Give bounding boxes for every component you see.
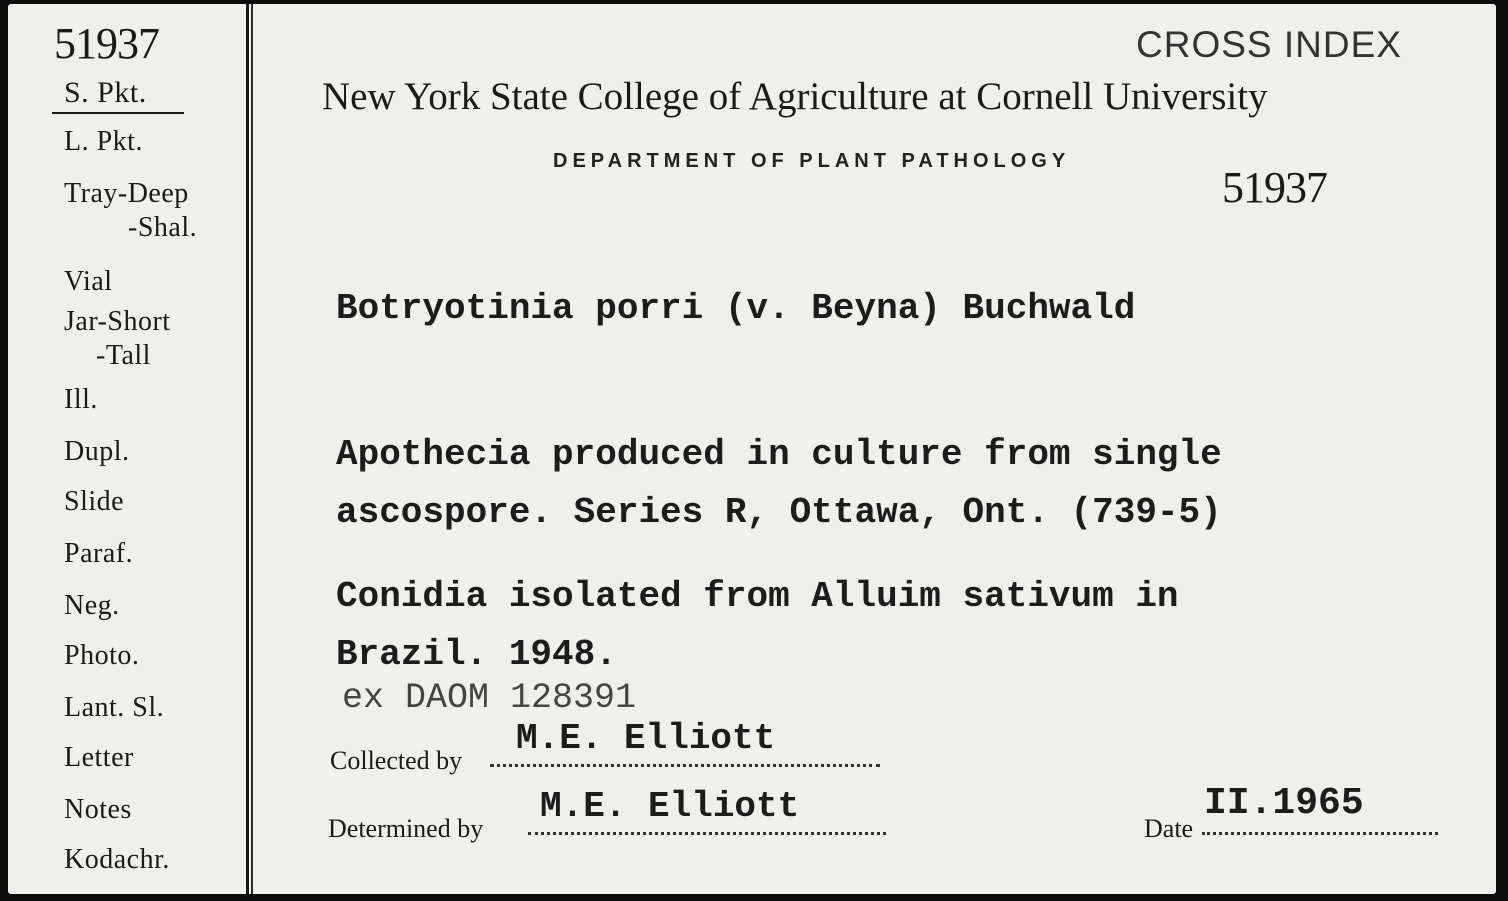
- specimen-name: Botryotinia porri (v. Beyna) Buchwald: [336, 288, 1136, 329]
- description-line-2: ascospore. Series R, Ottawa, Ont. (739-5): [336, 492, 1222, 533]
- sidebar-item-ill: Ill.: [64, 384, 98, 415]
- description-line-1: Apothecia produced in culture from single: [336, 434, 1222, 475]
- sidebar-divider-shadow: [251, 4, 253, 894]
- sidebar-item-jar-short: Jar-Short: [64, 306, 171, 337]
- accession-number: 51937: [54, 19, 159, 68]
- index-card: [8, 4, 1496, 894]
- date-value: II.1965: [1204, 782, 1364, 825]
- sidebar-item-tray-deep: Tray-Deep: [64, 178, 189, 209]
- determined-by-dotted-line: [528, 832, 886, 835]
- collected-by-dotted-line: [490, 764, 880, 767]
- sidebar-item-photo: Photo.: [64, 640, 140, 671]
- origin-line-1: Conidia isolated from Alluim sativum in: [336, 576, 1179, 617]
- date-dotted-line: [1202, 832, 1438, 835]
- sidebar-item-lant-sl: Lant. Sl.: [64, 692, 165, 723]
- date-label: Date: [1144, 814, 1194, 843]
- sidebar-item-kodachr: Kodachr.: [64, 844, 170, 875]
- sidebar-item-jar-tall: -Tall: [96, 340, 151, 371]
- cross-index-stamp: CROSS INDEX: [1136, 24, 1402, 65]
- sidebar-underline: [52, 112, 184, 114]
- sidebar-divider: [246, 4, 249, 894]
- determined-by-value: M.E. Elliott: [540, 786, 800, 827]
- sidebar-item-slide: Slide: [64, 486, 125, 517]
- sidebar-item-vial: Vial: [64, 266, 113, 297]
- source-stamp: ex DAOM 128391: [342, 678, 637, 718]
- sidebar-item-letter: Letter: [64, 742, 134, 773]
- determined-by-label: Determined by: [328, 814, 484, 843]
- sidebar-item-notes: Notes: [64, 794, 132, 825]
- accession-number-right: 51937: [1222, 163, 1327, 212]
- sidebar-item-tray-shal: -Shal.: [128, 212, 198, 243]
- origin-line-2: Brazil. 1948.: [336, 634, 617, 675]
- sidebar-item-dupl: Dupl.: [64, 436, 130, 467]
- sidebar-item-s-pkt: S. Pkt.: [64, 76, 147, 109]
- sidebar-item-l-pkt: L. Pkt.: [64, 126, 143, 157]
- sidebar-item-neg: Neg.: [64, 590, 120, 621]
- department-heading: DEPARTMENT OF PLANT PATHOLOGY: [553, 150, 1071, 172]
- collected-by-label: Collected by: [330, 746, 463, 775]
- sidebar-item-paraf: Paraf.: [64, 538, 134, 569]
- collected-by-value: M.E. Elliott: [516, 718, 776, 759]
- institution-heading: New York State College of Agriculture at Cornell University: [322, 75, 1268, 118]
